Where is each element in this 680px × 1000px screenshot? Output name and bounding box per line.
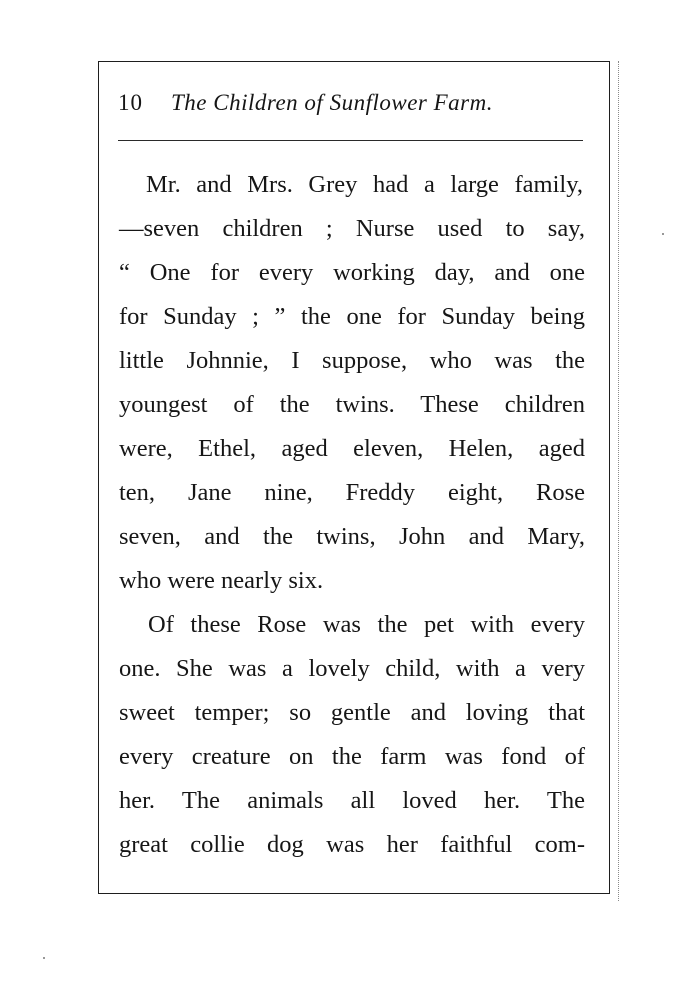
text-line: “ One for every working day, and one [119,259,585,286]
text-line: ten, Jane nine, Freddy eight, Rose [119,479,585,506]
text-line: great collie dog was her faithful com- [119,831,585,858]
text-line: who were nearly six. [119,567,324,594]
running-header [118,90,588,120]
scan-speck [662,233,664,235]
text-line: seven, and the twins, John and Mary, [119,523,585,550]
page-border-shadow [609,61,619,901]
text-line: were, Ethel, aged eleven, Helen, aged [119,435,585,462]
text-line: —seven children ; Nurse used to say, [119,215,585,242]
text-line: every creature on the farm was fond of [119,743,585,770]
page-number: 10 [118,90,143,115]
running-title: The Children of Sunflower Farm. [171,90,493,115]
text-line: sweet temper; so gentle and loving that [119,699,585,726]
text-line: youngest of the twins. These children [119,391,585,418]
text-line: Of these Rose was the pet with every [148,611,585,638]
scan-speck [43,957,45,959]
text-line: for Sunday ; ” the one for Sunday being [119,303,585,330]
text-line: little Johnnie, I suppose, who was the [119,347,585,374]
header-rule [118,140,583,141]
text-line: Mr. and Mrs. Grey had a large family, [146,171,583,198]
text-line: one. She was a lovely child, with a very [119,655,585,682]
text-line: her. The animals all loved her. The [119,787,585,814]
